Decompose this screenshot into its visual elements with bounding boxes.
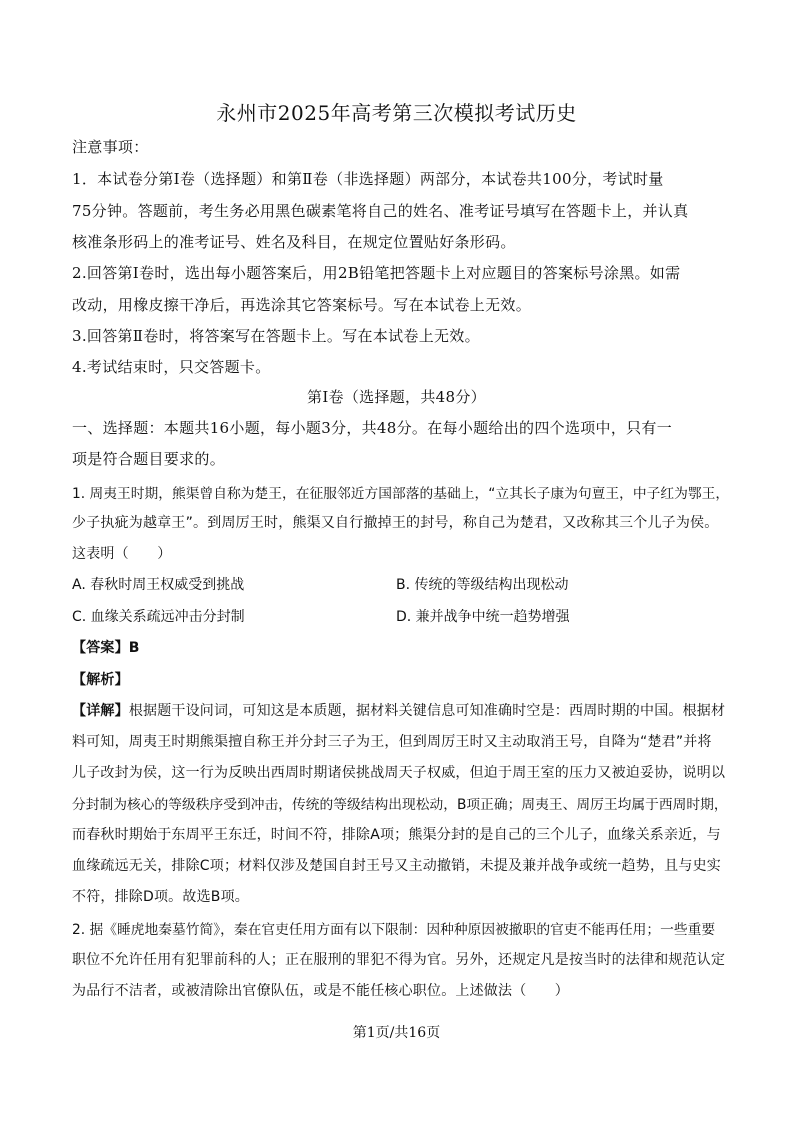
q1-analysis-label: 【解析】 [72,672,129,688]
q1-stem: 少子执疵为越章王”。到周厉王时，熊渠又自行撤掉王的封号，称自己为楚君，又改称其三个儿子为侯。 [72,515,719,531]
q1-detail: 血缘疏远无关，排除C项；材料仅涉及楚国自封王号又主动撤销，未提及兼并战争或统一趋势，且与史实 [72,858,721,874]
section-intro: 一、选择题：本题共16小题，每小题3分，共48分。在每小题给出的四个选项中，只有一 [72,419,673,437]
notice-line: 1．本试卷分第Ⅰ卷（选择题）和第Ⅱ卷（非选择题）两部分，本试卷共100分，考试时量 [72,170,664,188]
q1-option-d: D. 兼并战争中统一趋势增强 [396,609,570,625]
q1-detail: 不符，排除D项。故选B项。 [72,889,249,905]
q1-answer: 【答案】B [72,640,140,656]
section-heading: 第Ⅰ卷（选择题，共48分） [307,388,486,406]
q2-stem: 职位不允许任用有犯罪前科的人；正在服刑的罪犯不得为官。另外，还规定凡是按当时的法律和规范认定 [72,952,726,968]
notice-line: 75分钟。答题前，考生务必用黑色碳素笔将自己的姓名、准考证号填写在答题卡上，并认真 [72,202,689,220]
q2-stem: 2. 据《睡虎地秦墓竹简》，秦在官吏任用方面有以下限制：因种种原因被撤职的官吏不能再任用；一些重要 [72,922,716,938]
q1-option-b: B. 传统的等级结构出现松动 [396,577,569,593]
q1-detail-text: 根据题干设问词，可知这是本质题，据材料关键信息可知准确时空是：西周时期的中国。根据材 [128,703,726,719]
q1-detail: 分封制为核心的等级秩序受到冲击，传统的等级结构出现松动，B项正确；周夷王、周厉王均属于西周时期， [72,797,728,813]
notice-heading: 注意事项： [72,138,149,156]
q1-detail-first-line [72,700,732,720]
q1-option-a: A. 春秋时周王权威受到挑战 [72,577,245,593]
notice-line: 核准条形码上的准考证号、姓名及科目，在规定位置贴好条形码。 [72,233,516,251]
q1-option-c: C. 血缘关系疏远冲击分封制 [72,609,245,625]
page-footer: 第1页/共16页 [352,1025,441,1041]
q1-detail: 儿子改封为侯，这一行为反映出西周时期诸侯挑战周天子权威，但迫于周王室的压力又被迫妥协，说明以 [72,765,726,781]
q1-stem: 1. 周夷王时期，熊渠曾自称为楚王，在征服邻近方国部落的基础上，“立其长子康为句亶王，中子红为鄂王， [72,486,730,502]
q1-detail: 而春秋时期始于东周平王东迁，时间不符，排除A项；熊渠分封的是自己的三个儿子，血缘关系亲近，与 [72,827,721,843]
notice-line: 4.考试结束时，只交答题卡。 [72,358,271,376]
notice-line: 改动，用橡皮擦干净后，再选涂其它答案标号。写在本试卷上无效。 [72,296,532,314]
notice-line: 2.回答第Ⅰ卷时，选出每小题答案后，用2B铅笔把答题卡上对应题目的答案标号涂黑。如需 [72,264,681,282]
q1-stem: 这表明（ ） [72,546,172,562]
q1-detail-label: 【详解】 [72,703,129,719]
notice-line: 3.回答第Ⅱ卷时，将答案写在答题卡上。写在本试卷上无效。 [72,327,480,345]
q1-detail: 料可知，周夷王时期熊渠擅自称王并分封三子为王，但到周厉王时又主动取消王号，自降为“楚君”并将 [72,734,712,750]
q2-stem: 为品行不洁者，或被清除出官僚队伍，或是不能任核心职位。上述做法（ ） [72,983,569,999]
section-intro: 项是符合题目要求的。 [72,450,226,468]
page-title: 永州市2025年高考第三次模拟考试历史 [216,101,577,125]
